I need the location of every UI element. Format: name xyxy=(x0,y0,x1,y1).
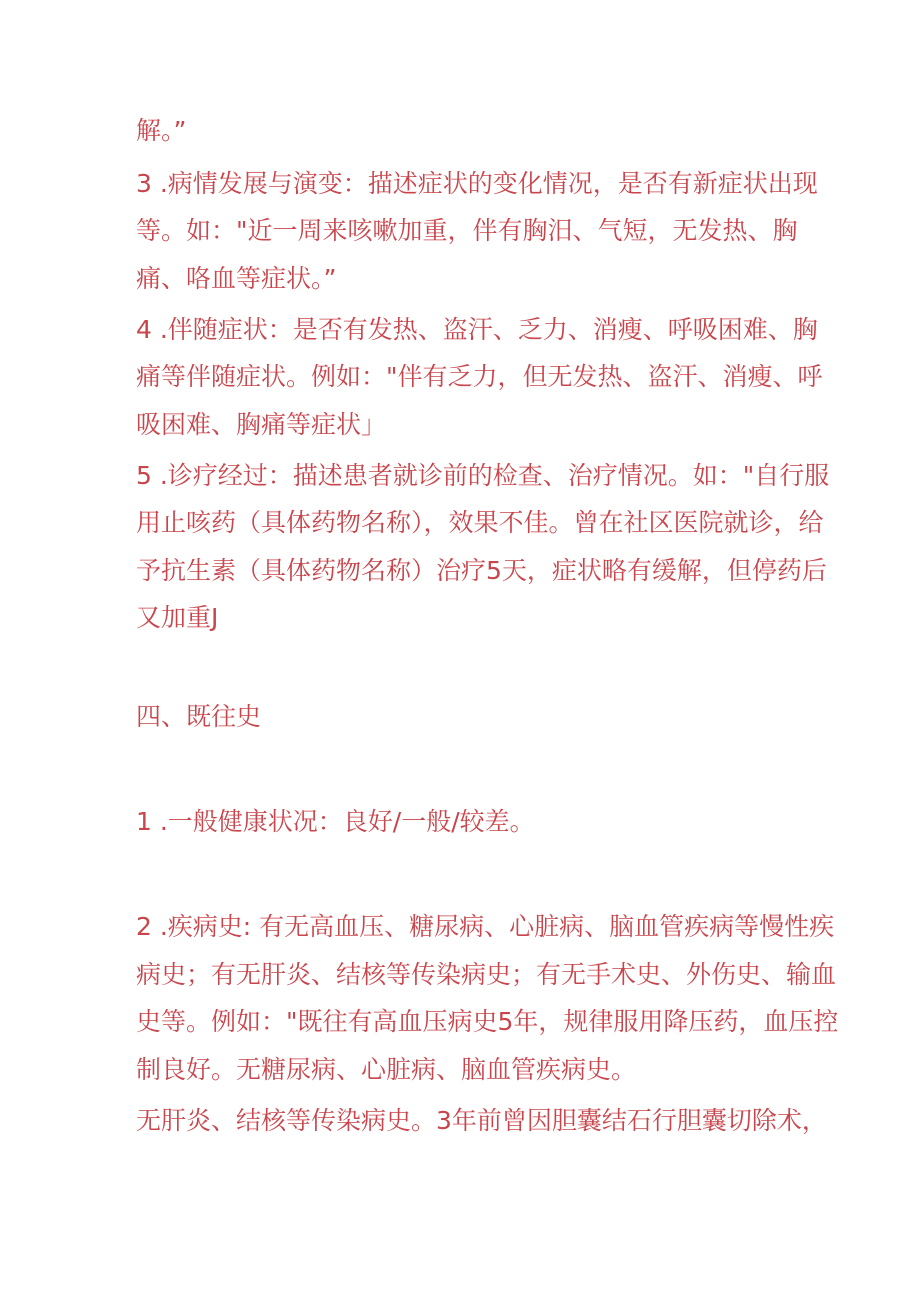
text-line: 5 .诊疗经过：描述患者就诊前的检查、治疗情况。如："自行服 xyxy=(136,461,830,490)
text-line: 史等。例如："既往有高血压病史5年，规律服用降压药，血压控 xyxy=(136,1007,839,1036)
section-heading: 四、既往史 xyxy=(136,702,262,731)
text-line: 又加重J xyxy=(136,603,219,632)
text-line: 解。” xyxy=(136,116,187,145)
text-line: 痛等伴随症状。例如："伴有乏力，但无发热、盗汗、消瘦、呼 xyxy=(136,362,823,391)
text-line: 制良好。无糖尿病、心脏病、脑血管疾病史。 xyxy=(136,1055,637,1084)
text-line: 1 .一般健康状况：良好/一般/较差。 xyxy=(136,807,535,836)
text-line: 等。如："近一周来咳嗽加重，伴有胸汨、气短，无发热、胸 xyxy=(136,216,798,245)
text-line: 2 .疾病史: 有无高血压、糖尿病、心脏病、脑血管疾病等慢性疾 xyxy=(136,912,835,941)
text-line: 无肝炎、结核等传染病史。3年前曾因胆囊结石行胆囊切除术， xyxy=(136,1106,827,1135)
text-line: 痛、咯血等症状。” xyxy=(136,264,337,293)
text-line: 3 .病情发展与演变：描述症状的变化情况，是否有新症状出现 xyxy=(136,169,818,198)
text-line: 4 .伴随症状：是否有发热、盗汗、乏力、消瘦、呼吸困难、胸 xyxy=(136,315,818,344)
text-line: 用止咳药（具体药物名称），效果不佳。曾在社区医院就诊，给 xyxy=(136,508,824,537)
text-line: 病史；有无肝炎、结核等传染病史；有无手术史、外伤史、输血 xyxy=(136,960,837,989)
text-line: 予抗生素（具体药物名称）治疗5天，症状略有缓解，但停药后 xyxy=(136,556,827,585)
text-line: 吸困难、胸痛等症状」 xyxy=(136,410,387,439)
